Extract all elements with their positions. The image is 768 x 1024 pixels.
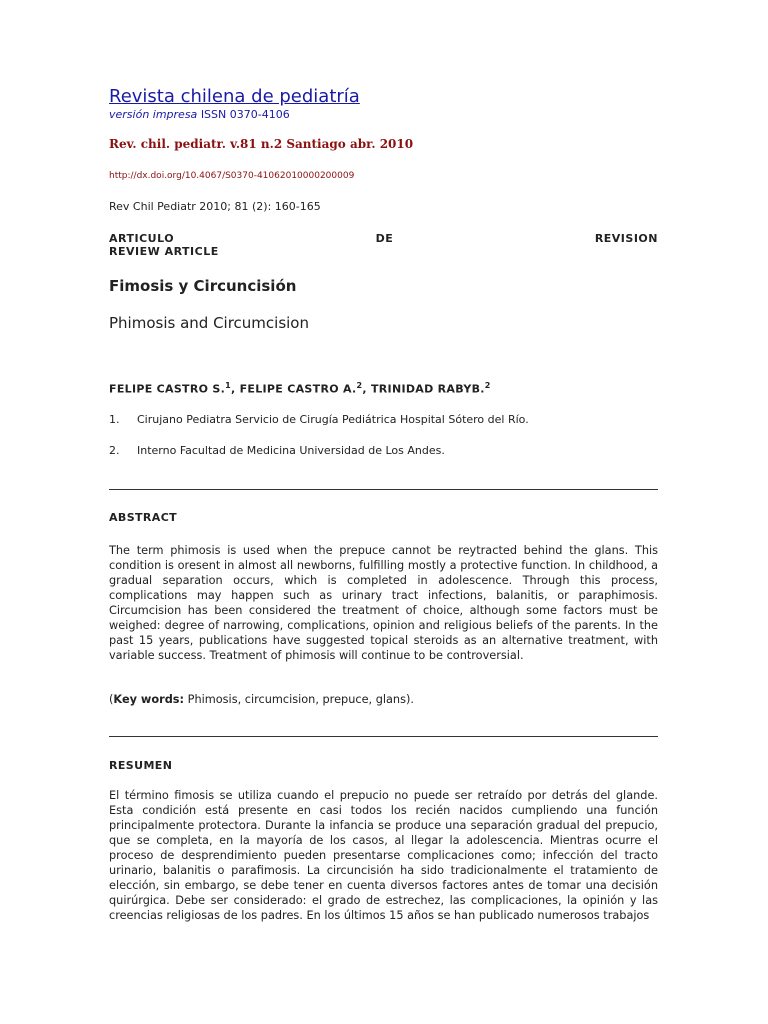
affiliation-text: Cirujano Pediatra Servicio de Cirugía Pediátrica Hospital Sótero del Río. bbox=[137, 413, 529, 426]
author-separator: , bbox=[362, 382, 371, 396]
author-list bbox=[109, 381, 658, 396]
keywords-open-paren: ( bbox=[109, 693, 114, 706]
affiliation-item bbox=[109, 444, 658, 457]
author-name: TRINIDAD RABYB. bbox=[370, 382, 485, 396]
author-separator: , bbox=[230, 382, 240, 396]
author-affiliation-ref: 1 bbox=[225, 381, 231, 390]
journal-title-link[interactable]: Revista chilena de pediatría bbox=[109, 86, 360, 107]
affiliation-number: 2. bbox=[109, 444, 120, 457]
resumen-heading: RESUMEN bbox=[109, 759, 173, 772]
author-affiliation-ref: 2 bbox=[356, 381, 363, 390]
abstract-heading: ABSTRACT bbox=[109, 511, 178, 524]
section-type-es bbox=[109, 232, 658, 245]
article-title-en: Phimosis and Circumcision bbox=[109, 314, 309, 332]
affiliation-text: Interno Facultad de Medicina Universidad de Los Andes. bbox=[137, 444, 445, 457]
doi-link[interactable]: http://dx.doi.org/10.4067/S0370-41062010000200009 bbox=[109, 171, 355, 181]
article-title-es: Fimosis y Circuncisión bbox=[109, 277, 297, 295]
author-name: FELIPE CASTRO A. bbox=[239, 382, 357, 396]
abstract-text: The term phimosis is used when the prepuce cannot be reytracted behind the glans. This condition is oresent in almost all newborns, fulfilling mostly a protective function. In childhood, a gradual separation occurs, which is completed in adolescence. Through this process, complications may happen such as urinary tract infections, balanitis, or paraphimosis. Circumcision has been considered the treatment of choice, although some factors must be weighed: degree of narrowing, complications, opinion and religious beliefs of the parents. In the past 15 years, publications have suggested topical steroids as an alternative treatment, with variable success. Treatment of phimosis will continue to be controversial. bbox=[109, 544, 658, 662]
citation: Rev Chil Pediatr 2010; 81 (2): 160-165 bbox=[109, 200, 321, 213]
version-label: versión impresa bbox=[109, 108, 198, 121]
keywords-list: Phimosis, circumcision, prepuce, glans). bbox=[184, 693, 414, 706]
affiliation-number: 1. bbox=[109, 413, 120, 426]
affiliation-item bbox=[109, 413, 658, 426]
divider bbox=[109, 736, 658, 737]
section-type bbox=[109, 232, 658, 258]
issue-info: Rev. chil. pediatr. v.81 n.2 Santiago abr. 2010 bbox=[109, 137, 414, 151]
keywords-label: Key words: bbox=[113, 693, 185, 706]
divider bbox=[109, 489, 658, 490]
section-type-word: REVISION bbox=[594, 232, 658, 245]
resumen-text: El término fimosis se utiliza cuando el prepucio no puede ser retraído por detrás del glande. Esta condición está presente en casi todos los recién nacidos cumpliendo una función principalmente protectora. Durante la infancia se produce una separación gradual del prepucio, que se completa, en la mayoría de los casos, al llegar la adolescencia. Mientras ocurre el proceso de desprendimiento pueden presentarse complicaciones como; infección del tracto urinario, balanitis o parafimosis. La circuncisión ha sido tradicionalmente el tratamiento de elección, sin embargo, se debe tener en cuenta diversos factores antes de tomar una decisión quirúrgica. Debe ser considerado: el grado de estrechez, las complicaciones, la opinión y las creencias religiosas de los padres. En los últimos 15 años se han publicado numerosos trabajos bbox=[109, 789, 658, 922]
section-type-en: REVIEW ARTICLE bbox=[109, 245, 219, 258]
section-type-word: ARTICULO bbox=[109, 232, 175, 245]
keywords bbox=[109, 693, 658, 706]
section-type-word: DE bbox=[375, 232, 394, 245]
issn: ISSN 0370-4106 bbox=[200, 108, 290, 121]
journal-meta bbox=[109, 108, 658, 121]
journal-title bbox=[109, 86, 658, 107]
author-name: FELIPE CASTRO S. bbox=[109, 382, 226, 396]
author-affiliation-ref: 2 bbox=[484, 381, 491, 390]
